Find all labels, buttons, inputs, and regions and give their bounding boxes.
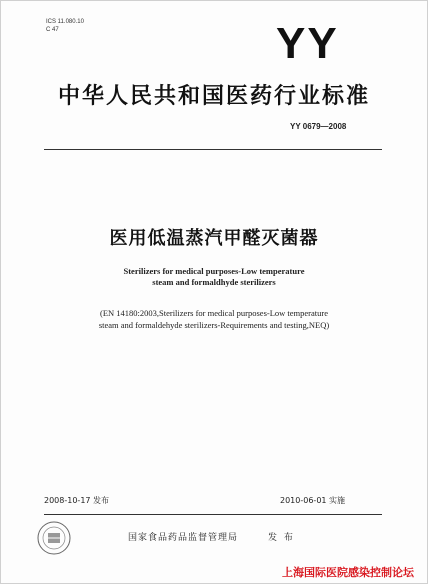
reference-line: steam and formaldehyde sterilizers-Requirements and testing,NEQ) xyxy=(98,320,330,330)
reference-line: (EN 14180:2003,Sterilizers for medical purposes-Low temperature xyxy=(99,308,328,318)
standard-title: 中华人民共和国医药行业标准 xyxy=(57,84,370,109)
yy-logo: YY xyxy=(276,19,339,68)
reference-standard xyxy=(0,307,428,331)
bottom-divider xyxy=(44,514,382,515)
publisher-stamp-icon xyxy=(36,520,72,556)
classification-code: C 47 xyxy=(46,27,59,33)
top-divider xyxy=(44,149,382,150)
english-title-line: Sterilizers for medical purposes-Low temperature xyxy=(123,266,305,276)
publisher-name: 国家食品药品监督管理局 xyxy=(128,533,239,543)
forum-watermark: 上海国际医院感染控制论坛 xyxy=(282,566,414,579)
english-title-line: steam and formaldhyde sterilizers xyxy=(152,277,276,287)
chinese-title: 医用低温蒸汽甲醛灭菌器 xyxy=(109,228,319,249)
english-title xyxy=(0,266,428,288)
publish-label: 发 布 xyxy=(268,533,295,543)
implementation-date: 2010-06-01 实施 xyxy=(280,496,346,505)
standard-number: YY 0679—2008 xyxy=(290,122,347,131)
ics-code: ICS 11.080.10 xyxy=(46,19,84,25)
issue-date: 2008-10-17 发布 xyxy=(44,496,110,505)
